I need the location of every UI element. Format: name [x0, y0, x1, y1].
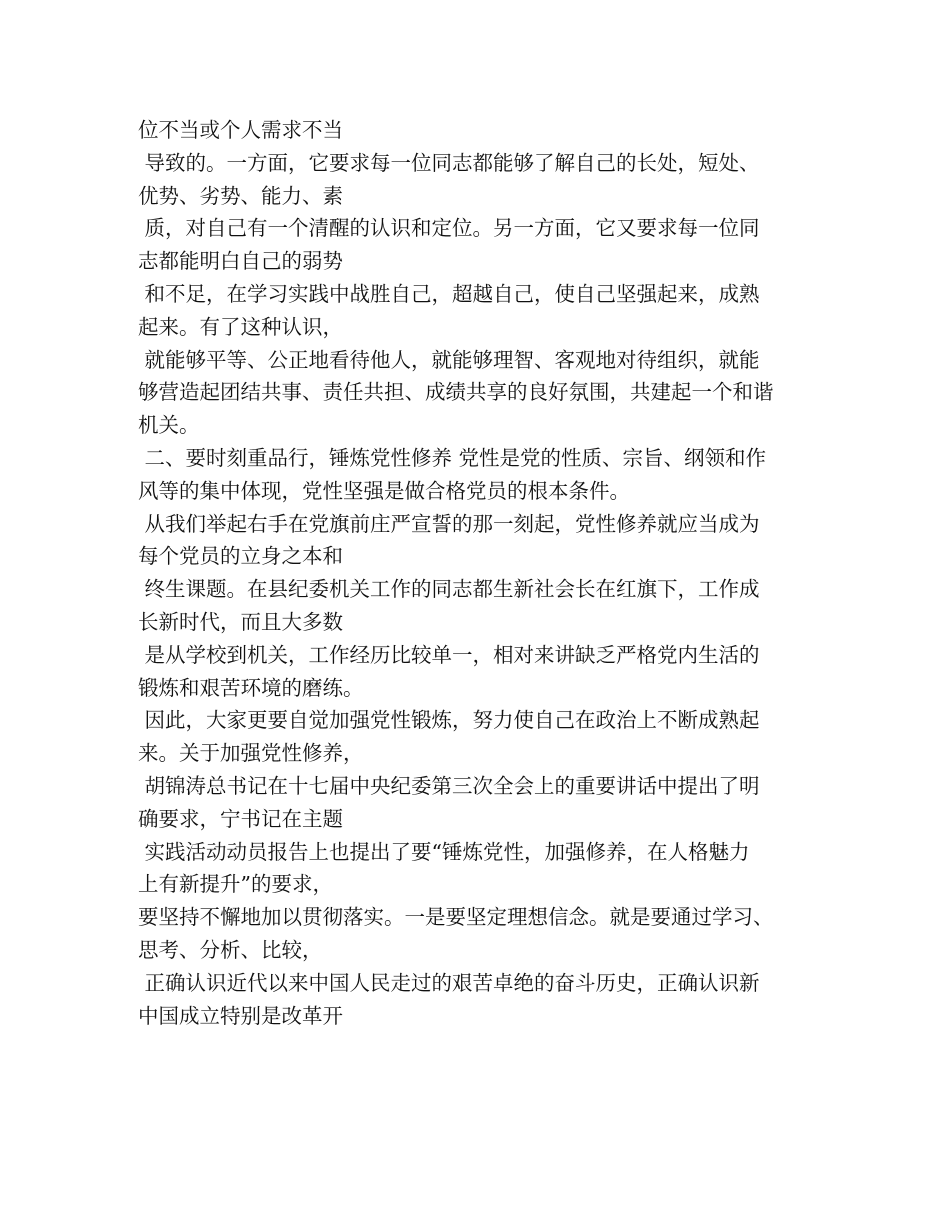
- text-line: 上有新提升”的要求，: [138, 872, 333, 897]
- text-line: 志都能明白自己的弱势: [138, 249, 343, 274]
- text-line: 是从学校到机关，工作经历比较单一，相对来讲缺乏严格党内生活的: [138, 642, 760, 667]
- text-line: 胡锦涛总书记在十七届中央纪委第三次全会上的重要讲话中提出了明: [138, 773, 760, 798]
- text-line: 长新时代，而且大多数: [138, 609, 343, 634]
- text-line: 正确认识近代以来中国人民走过的艰苦卓绝的奋斗历史，正确认识新: [138, 970, 760, 995]
- text-line: 中国成立特别是改革开: [138, 1003, 343, 1028]
- text-line: 来。关于加强党性修养，: [138, 741, 364, 766]
- text-line: 起来。有了这种认识，: [138, 314, 343, 339]
- text-line: 风等的集中体现，党性坚强是做合格党员的根本条件。: [138, 478, 630, 503]
- text-line: 从我们举起右手在党旗前庄严宣誓的那一刻起，党性修养就应当成为: [138, 511, 760, 536]
- text-line: 确要求，宁书记在主题: [138, 806, 343, 831]
- text-line: 思考、分析、比较，: [138, 937, 323, 962]
- text-line: 够营造起团结共事、责任共担、成绩共享的良好氛围，共建起一个和谐: [138, 380, 774, 405]
- text-line: 锻炼和艰苦环境的磨练。: [138, 675, 364, 700]
- text-line: 因此，大家更要自觉加强党性锻炼，努力使自己在政治上不断成熟起: [138, 708, 760, 733]
- text-line: 就能够平等、公正地看待他人，就能够理智、客观地对待组织，就能: [138, 347, 760, 372]
- text-line: 导致的。一方面，它要求每一位同志都能够了解自己的长处，短处、: [138, 150, 760, 175]
- text-line: 终生课题。在县纪委机关工作的同志都生新社会长在红旗下，工作成: [138, 577, 760, 602]
- document-text-body: [138, 114, 818, 1032]
- text-line: 和不足，在学习实践中战胜自己，超越自己，使自己坚强起来，成熟: [138, 281, 760, 306]
- text-line: 实践活动动员报告上也提出了要“锤炼党性，加强修养，在人格魅力: [138, 839, 750, 864]
- text-line: 要坚持不懈地加以贯彻落实。一是要坚定理想信念。就是要通过学习、: [138, 905, 774, 930]
- text-line: 二、要时刻重品行，锤炼党性修养 党性是党的性质、宗旨、纲领和作: [138, 445, 767, 470]
- text-line: 每个党员的立身之本和: [138, 544, 343, 569]
- text-line: 质，对自己有一个清醒的认识和定位。另一方面，它又要求每一位同: [138, 216, 760, 241]
- text-line: 位不当或个人需求不当: [138, 118, 343, 142]
- text-line: 机关。: [138, 413, 200, 438]
- text-line: 优势、劣势、能力、素: [138, 183, 343, 208]
